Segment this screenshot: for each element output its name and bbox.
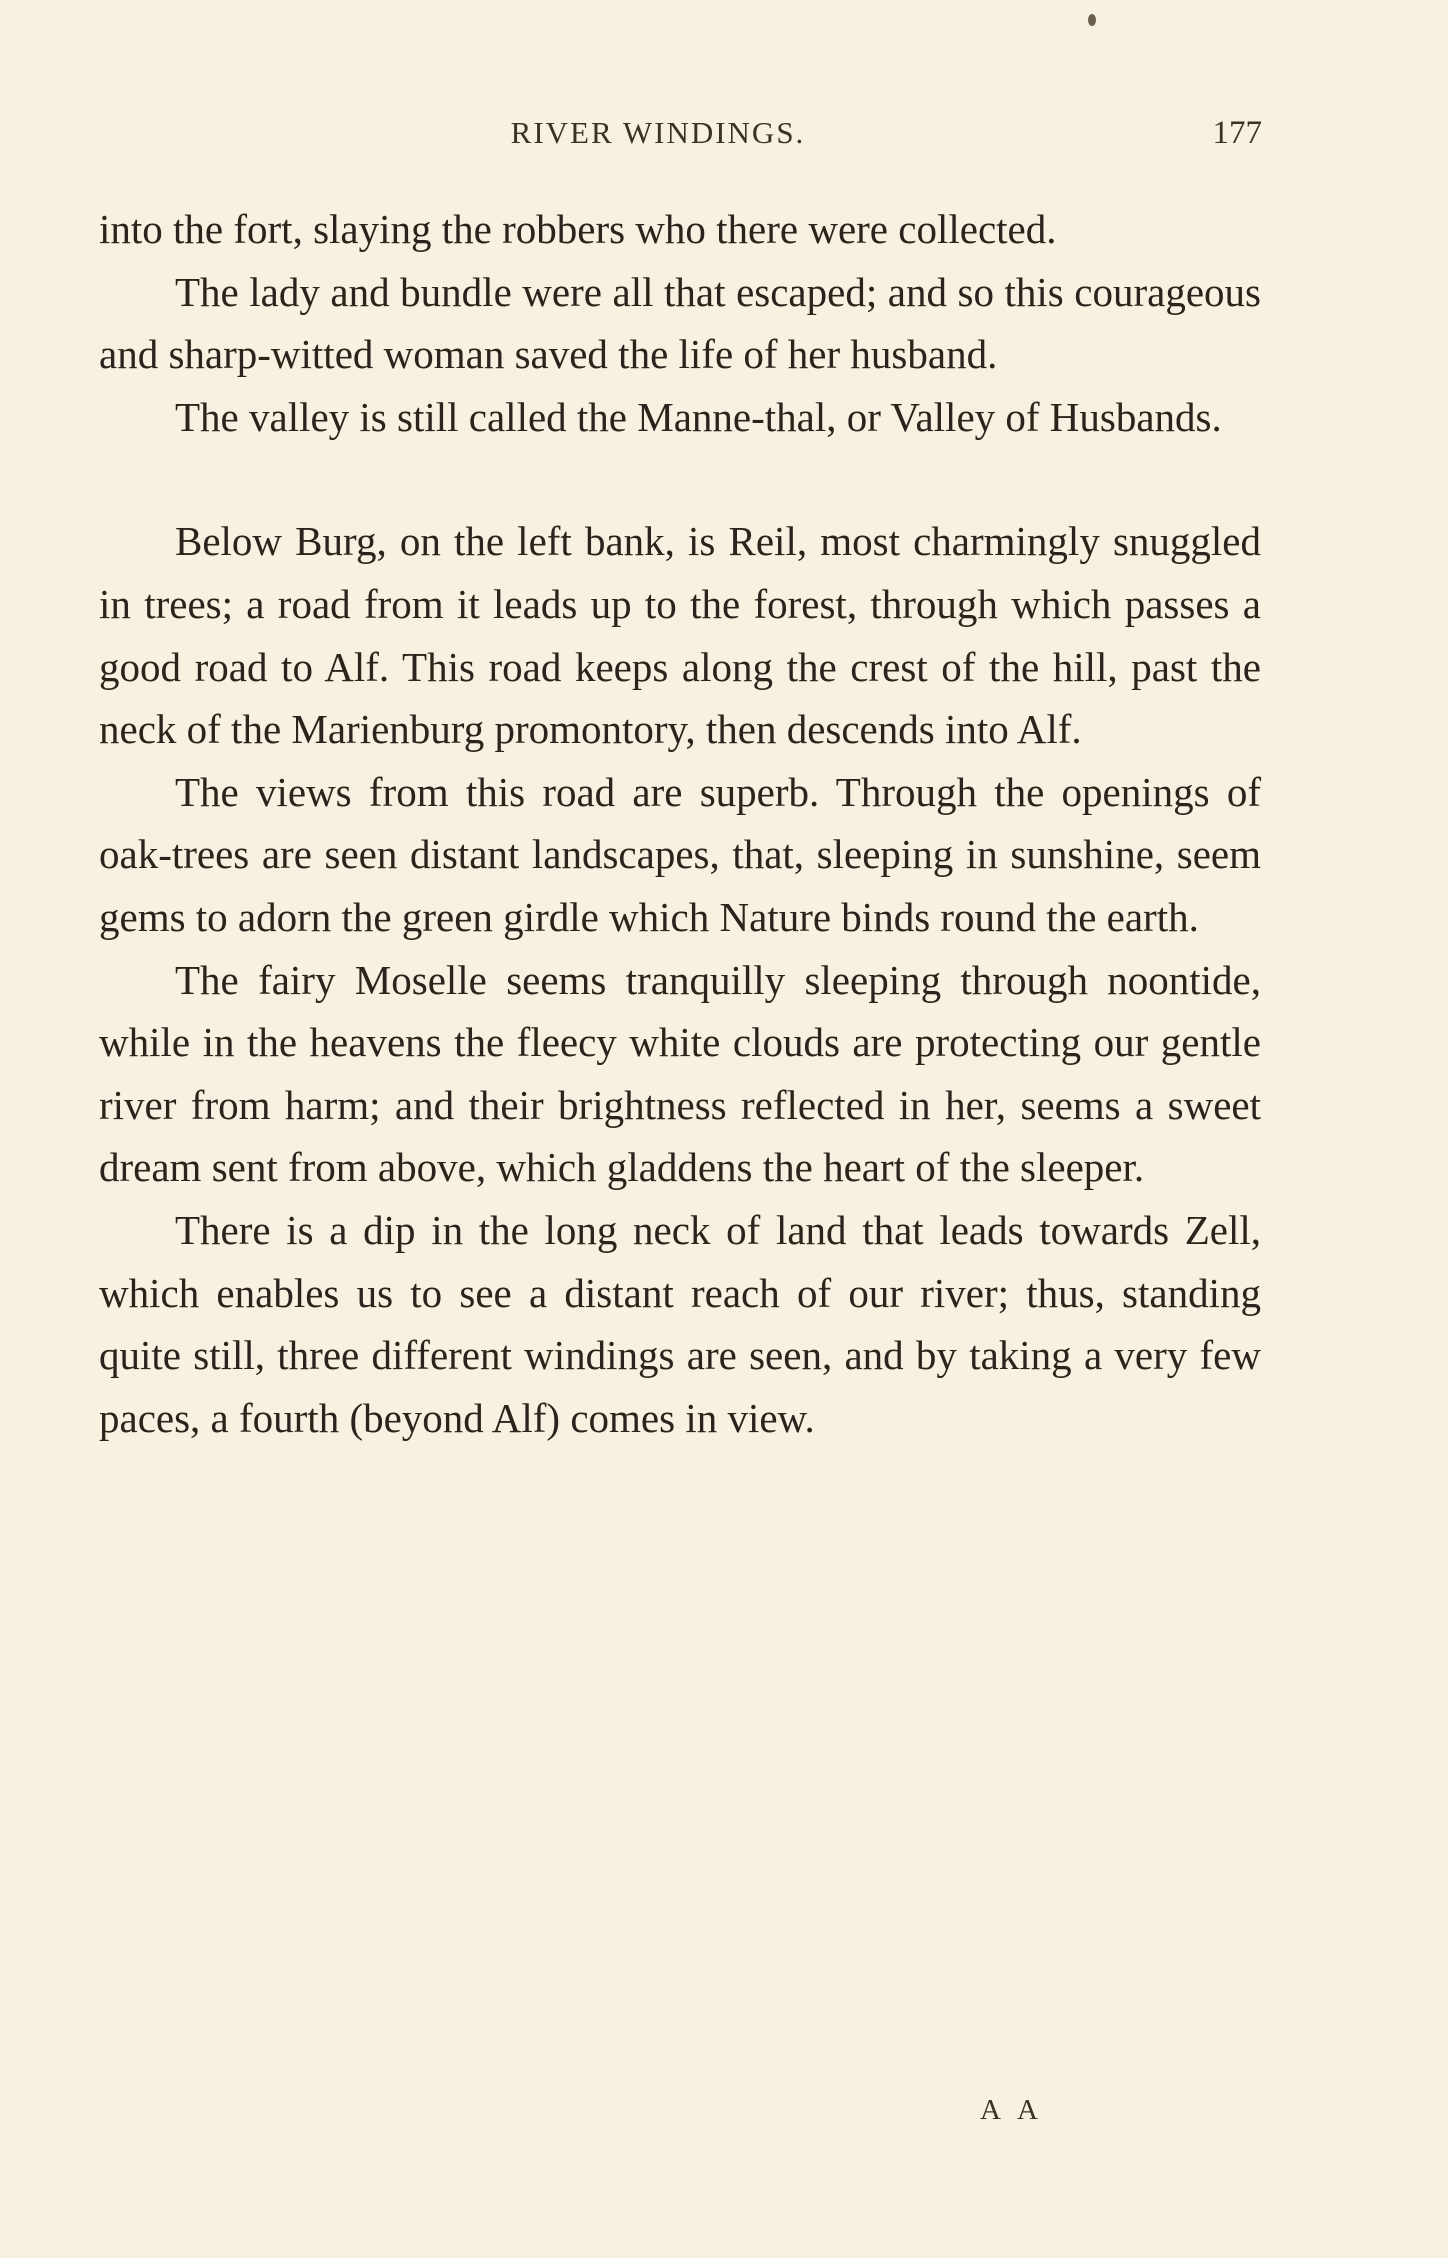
paragraph-reil: Below Burg, on the left bank, is Reil, most charmingly snuggled in trees; a road from it leads up to the forest, through which passes a good road to Alf. This road keeps along the crest of the hill, past the neck of the Marienburg promontory, then descends into Alf.: [99, 518, 1261, 753]
paragraph-continuation: into the fort, slaying the robbers who there were collected.: [99, 206, 1057, 252]
paragraph-manne-thal: The valley is still called the Manne-thal, or Valley of Husbands.: [175, 393, 1222, 440]
paragraph-lady-escape: The lady and bundle were all that escaped; and so this courageous and sharp-witted woman saved the life of her husband.: [99, 268, 1261, 378]
running-head: [0, 108, 1448, 158]
page-number: 177: [1212, 115, 1262, 151]
running-title: RIVER WINDINGS.: [510, 115, 806, 150]
paragraph-moselle: The fairy Moselle seems tranquilly sleeping through noontide, while in the heavens the fleecy white clouds are protecting our gentle river from harm; and their brightness reflected in her, seems a sweet dream sent from above, which gladdens the heart of the sleeper.: [99, 956, 1261, 1191]
paragraph-views: The views from this road are superb. Through the openings of oak-trees are seen distant landscapes, that, sleeping in sunshine, seem gems to adorn the green girdle which Nature binds round the earth.: [99, 768, 1261, 940]
body-text: [99, 198, 1261, 1449]
signature-mark: A A: [980, 2094, 1044, 2126]
paragraph-zell-dip: There is a dip in the long neck of land that leads towards Zell, which enables us to see a distant reach of our river; thus, standing quite still, three different windings are seen, and by taking a very few paces, a fourth (beyond Alf) comes in view.: [99, 1206, 1261, 1441]
ink-speck: [1088, 14, 1096, 26]
section-break: [99, 448, 1261, 510]
